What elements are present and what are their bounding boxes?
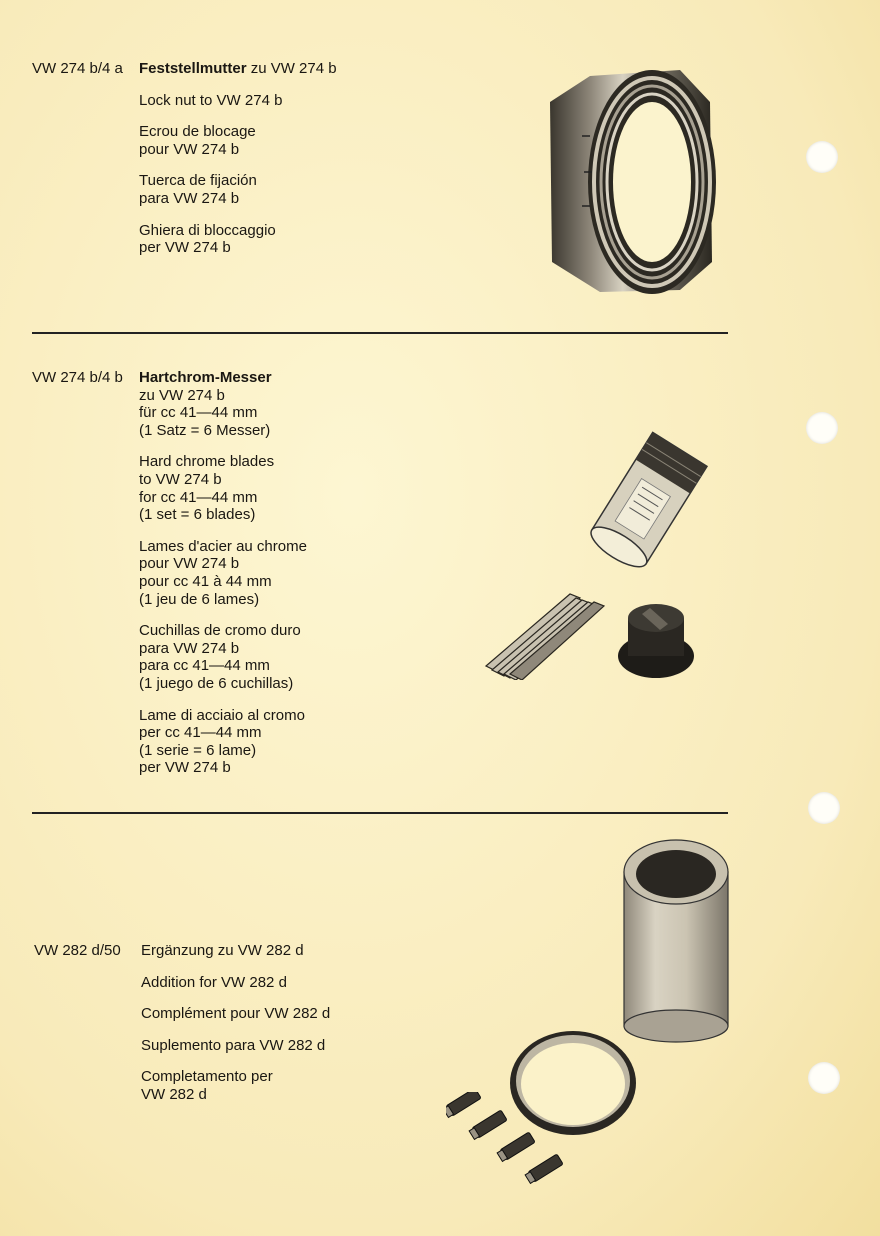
part-number: VW 274 b/4 b: [32, 369, 123, 386]
section-text-addition: [141, 942, 330, 1118]
text-line: Suplemento para VW 282 d: [141, 1036, 326, 1054]
text-line: to VW 274 b: [139, 470, 222, 488]
item-title: Hartchrom-Messer: [139, 369, 272, 386]
punch-hole: [808, 1062, 840, 1094]
text-line: Lames d'acier au chrome: [139, 537, 307, 555]
text-line: para VW 274 b: [139, 189, 240, 207]
part-number: VW 274 b/4 a: [32, 60, 123, 77]
item-title-rest: zu VW 274 b: [246, 60, 337, 77]
text-line: para VW 274 b: [139, 639, 240, 657]
section-text-lock-nut: [139, 60, 337, 271]
text-line: (1 serie = 6 lame): [139, 741, 257, 759]
punch-hole: [806, 412, 838, 444]
section-divider: [32, 332, 728, 334]
text-line: per VW 274 b: [139, 759, 231, 777]
text-line: Completamento per: [141, 1068, 273, 1086]
section-text-blades: [139, 369, 307, 791]
text-line: per cc 41—44 mm: [139, 724, 262, 742]
text-line: zu VW 274 b: [139, 386, 225, 404]
text-line: Hard chrome blades: [139, 453, 275, 471]
pins-image: [446, 1092, 570, 1188]
item-title: Feststellmutter: [139, 60, 247, 77]
section-divider: [32, 812, 728, 814]
text-line: Complément pour VW 282 d: [141, 1005, 331, 1023]
text-line: Addition for VW 282 d: [141, 973, 287, 991]
text-line: para cc 41—44 mm: [139, 657, 270, 675]
text-line: pour VW 274 b: [139, 555, 240, 573]
text-line: per VW 274 b: [139, 239, 231, 257]
text-line: Lame di acciaio al cromo: [139, 706, 305, 724]
text-line: (1 Satz = 6 Messer): [139, 421, 271, 439]
chrome-blades-image: [484, 588, 608, 680]
lock-nut-image: [530, 62, 720, 298]
text-line: for cc 41—44 mm: [139, 488, 258, 506]
text-line: VW 282 d: [141, 1085, 207, 1103]
text-line: Tuerca de fijación: [139, 172, 257, 190]
text-line: Lock nut to VW 274 b: [139, 91, 283, 109]
text-line: (1 jeu de 6 lames): [139, 590, 260, 608]
text-line: (1 juego de 6 cuchillas): [139, 674, 294, 692]
punch-hole: [806, 141, 838, 173]
text-line: Ecrou de blocage: [139, 123, 256, 141]
text-line: Ghiera di bloccaggio: [139, 221, 276, 239]
text-line: Ergänzung zu VW 282 d: [141, 942, 304, 959]
tube-cap-image: [614, 598, 698, 684]
text-line: pour cc 41 à 44 mm: [139, 572, 272, 590]
text-line: für cc 41—44 mm: [139, 404, 258, 422]
part-number: VW 282 d/50: [34, 942, 121, 959]
blade-tube-image: [580, 430, 715, 575]
sleeve-image: [620, 836, 732, 1046]
text-line: Cuchillas de cromo duro: [139, 622, 301, 640]
text-line: (1 set = 6 blades): [139, 506, 256, 524]
punch-hole: [808, 792, 840, 824]
text-line: pour VW 274 b: [139, 140, 240, 158]
